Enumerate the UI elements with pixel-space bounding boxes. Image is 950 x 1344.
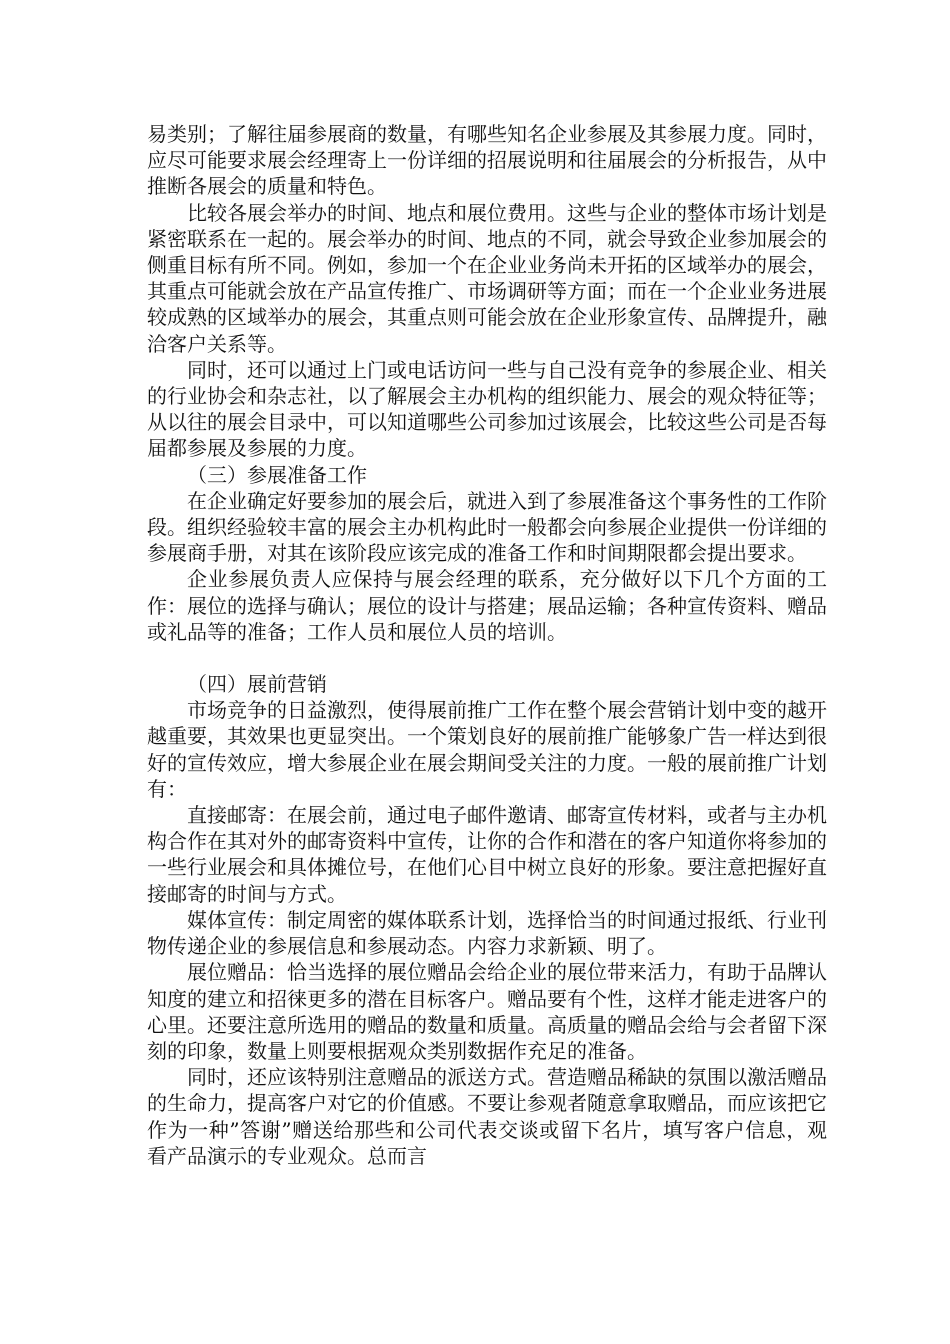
blank-line bbox=[147, 645, 827, 671]
paragraph-preparation-tasks: 企业参展负责人应保持与展会经理的联系，充分做好以下几个方面的工作：展位的选择与确认；展位的设计与搭建；展品运输；各种宣传资料、赠品或礼品等的准备；工作人员和展位人员的培训。 bbox=[147, 567, 827, 644]
paragraph-media-publicity: 媒体宣传：制定周密的媒体联系计划，选择恰当的时间通过报纸、行业刊物传递企业的参展信息和参展动态。内容力求新颖、明了。 bbox=[147, 907, 827, 959]
paragraph-continuation: 易类别；了解往届参展商的数量，有哪些知名企业参展及其参展力度。同时，应尽可能要求展会经理寄上一份详细的招展说明和往届展会的分析报告，从中推断各展会的质量和特色。 bbox=[147, 122, 827, 199]
paragraph-pre-show-promotion: 市场竞争的日益激烈，使得展前推广工作在整个展会营销计划中变的越开越重要，其效果也更显突出。一个策划良好的展前推广能够象广告一样达到很好的宣传效应，增大参展企业在展会期间受关注的力度。一般的展前推广计划有： bbox=[147, 698, 827, 801]
paragraph-compare-exhibitions: 比较各展会举办的时间、地点和展位费用。这些与企业的整体市场计划是紧密联系在一起的。展会举办的时间、地点的不同，就会导致企业参加展会的侧重目标有所不同。例如，参加一个在企业业务尚未开拓的区域举办的展会，其重点可能就会放在产品宣传推广、市场调研等方面；而在一个企业业务进展较成熟的区域举办的展会，其重点则可能会放在企业形象宣传、品牌提升，融洽客户关系等。 bbox=[147, 200, 827, 356]
section-heading-pre-show-marketing: （四）展前营销 bbox=[187, 672, 327, 697]
paragraph-direct-mail: 直接邮寄：在展会前，通过电子邮件邀请、邮寄宣传材料，或者与主办机构合作在其对外的邮寄资料中宣传，让你的合作和潜在的客户知道你将参加的一些行业展会和具体摊位号，在他们心目中树立良好的形象。要注意把握好直接邮寄的时间与方式。 bbox=[147, 803, 827, 906]
paragraph-visit-exhibitors: 同时，还可以通过上门或电话访问一些与自己没有竞争的参展企业、相关的行业协会和杂志社，以了解展会主办机构的组织能力、展会的观众特征等；从以往的展会目录中，可以知道哪些公司参加过该展会，比较这些公司是否每届都参展及参展的力度。 bbox=[147, 357, 827, 461]
paragraph-preparation-stage: 在企业确定好要参加的展会后，就进入到了参展准备这个事务性的工作阶段。组织经验较丰富的展会主办机构此时一般都会向参展企业提供一份详细的参展商手册，对其在该阶段应该完成的准备工作和时间期限都会提出要求。 bbox=[147, 488, 827, 566]
document-page bbox=[147, 121, 827, 1169]
paragraph-booth-gifts: 展位赠品：恰当选择的展位赠品会给企业的展位带来活力，有助于品牌认知度的建立和招徕更多的潜在目标客户。赠品要有个性，这样才能走进客户的心里。还要注意所选用的赠品的数量和质量。高质量的赠品会给与会者留下深刻的印象，数量上则要根据观众类别数据作充足的准备。 bbox=[147, 960, 827, 1063]
section-heading-preparation: （三）参展准备工作 bbox=[187, 462, 367, 487]
paragraph-gift-distribution: 同时，还应该特别注意赠品的派送方式。营造赠品稀缺的氛围以激活赠品的生命力，提高客户对它的价值感。不要让参观者随意拿取赠品，而应该把它作为一种”答谢”赠送给那些和公司代表交谈或留下名片，填写客户信息，观看产品演示的专业观众。总而言 bbox=[147, 1065, 827, 1168]
